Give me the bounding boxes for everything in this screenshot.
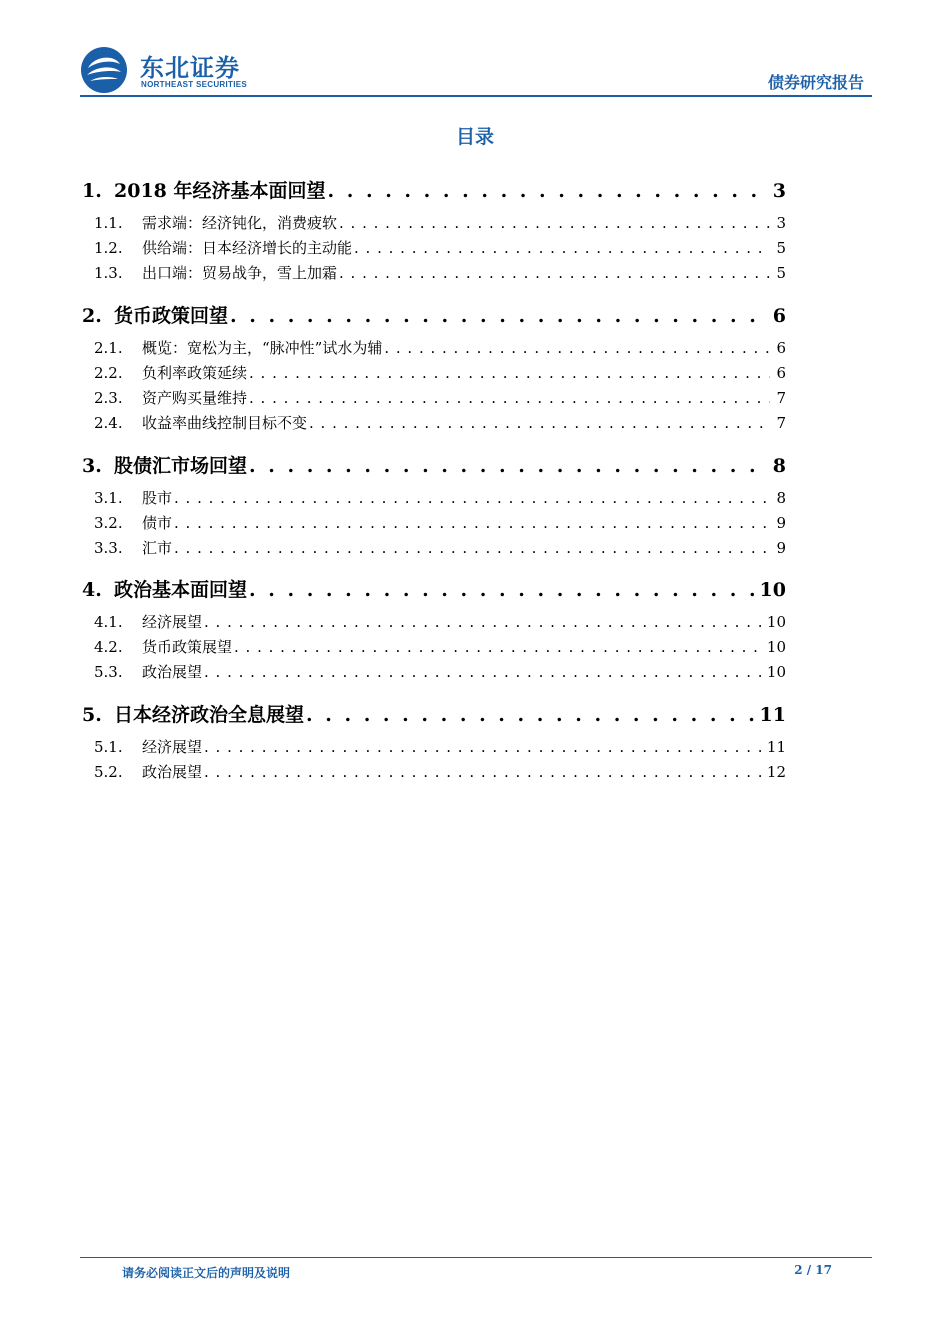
toc-entry-number: 4. [82, 579, 102, 601]
toc-entry-page-number: 3 [776, 214, 786, 232]
toc-subsection-entry[interactable] [94, 736, 786, 758]
footer-divider [80, 1257, 872, 1258]
toc-dot-leader [204, 613, 761, 631]
toc-subsection-entry[interactable] [94, 212, 786, 234]
toc-entry-number: 2.4. [94, 414, 123, 432]
toc-entry-title: 资产购买量维持 [142, 389, 248, 407]
toc-entry-number: 3.2. [94, 514, 123, 532]
toc-entry-title: 2018 年经济基本面回望 [114, 180, 326, 202]
toc-entry-number: 4.2. [94, 638, 123, 656]
toc-entry-page-number: 7 [776, 389, 786, 407]
toc-entry-number: 3. [82, 455, 102, 477]
footer-page-number: 2 / 17 [794, 1263, 832, 1277]
toc-entry-page-number: 10 [759, 579, 786, 601]
toc-entry-page-number: 7 [776, 414, 786, 432]
toc-subsection-entry[interactable] [94, 337, 786, 359]
toc-subsection-entry[interactable] [94, 611, 786, 633]
toc-dot-leader [339, 214, 770, 232]
footer-disclaimer-note: 请务必阅读正文后的声明及说明 [122, 1266, 291, 1280]
toc-subsection-entry[interactable] [94, 237, 786, 259]
toc-dot-leader [384, 339, 770, 357]
toc-dot-leader [249, 389, 770, 407]
report-type-label: 债券研究报告 [767, 73, 864, 92]
toc-entry-number: 2. [82, 305, 102, 327]
toc-entry-number: 4.1. [94, 613, 123, 631]
toc-section-entry[interactable] [82, 301, 786, 327]
toc-dot-leader [174, 489, 770, 507]
toc-entry-title: 出口端：贸易战争，雪上加霜 [142, 264, 338, 282]
toc-dot-leader [174, 539, 770, 557]
toc-entry-page-number: 10 [766, 638, 786, 656]
toc-dot-leader [354, 239, 770, 257]
toc-entry-number: 5.1. [94, 738, 123, 756]
toc-entry-page-number: 8 [772, 455, 786, 477]
toc-entry-page-number: 6 [776, 364, 786, 382]
toc-entry-title: 货币政策展望 [142, 638, 233, 656]
toc-entry-page-number: 11 [759, 704, 786, 726]
toc-entry-number: 5. [82, 704, 102, 726]
toc-entry-title: 货币政策回望 [114, 305, 229, 327]
toc-title: 目录 [455, 126, 494, 148]
header-divider [80, 95, 872, 97]
toc-entry-number: 5.3. [94, 663, 123, 681]
company-logo [80, 46, 270, 94]
toc-subsection-entry[interactable] [94, 412, 786, 434]
toc-subsection-entry[interactable] [94, 262, 786, 284]
toc-entry-page-number: 12 [766, 763, 786, 781]
toc-section-entry[interactable] [82, 451, 786, 477]
toc-subsection-entry[interactable] [94, 636, 786, 658]
toc-subsection-entry[interactable] [94, 387, 786, 409]
toc-dot-leader [204, 763, 761, 781]
toc-entry-title: 债市 [142, 514, 173, 532]
toc-entry-page-number: 10 [766, 613, 786, 631]
toc-entry-title: 供给端：日本经济增长的主动能 [142, 239, 353, 257]
toc-subsection-entry[interactable] [94, 761, 786, 783]
northeast-securities-logo-icon [80, 46, 128, 94]
toc-entry-title: 经济展望 [142, 613, 203, 631]
toc-entry-number: 2.3. [94, 389, 123, 407]
toc-subsection-entry[interactable] [94, 512, 786, 534]
toc-entry-title: 日本经济政治全息展望 [114, 704, 305, 726]
toc-entry-title: 政治基本面回望 [114, 579, 248, 601]
toc-dot-leader [309, 414, 770, 432]
toc-entry-page-number: 8 [776, 489, 786, 507]
toc-dot-leader [230, 305, 767, 327]
toc-entry-title: 需求端：经济钝化，消费疲软 [142, 214, 338, 232]
toc-entry-number: 5.2. [94, 763, 123, 781]
toc-dot-leader [306, 704, 754, 726]
toc-entry-page-number: 5 [776, 239, 786, 257]
toc-entry-title: 政治展望 [142, 763, 203, 781]
toc-entry-title: 收益率曲线控制目标不变 [142, 414, 308, 432]
toc-section-entry[interactable] [82, 575, 786, 601]
toc-section-entry[interactable] [82, 700, 786, 726]
toc-dot-leader [339, 264, 770, 282]
toc-entry-title: 汇市 [142, 539, 173, 557]
logo-english-name: NORTHEAST SECURITIES [141, 80, 248, 89]
toc-dot-leader [204, 738, 761, 756]
toc-entry-title: 概览：宽松为主，“脉冲性”试水为辅 [142, 339, 383, 357]
toc-dot-leader [328, 180, 767, 202]
toc-dot-leader [249, 455, 767, 477]
toc-entry-page-number: 9 [776, 539, 786, 557]
toc-subsection-entry[interactable] [94, 362, 786, 384]
toc-dot-leader [249, 364, 770, 382]
toc-dot-leader [249, 579, 754, 601]
toc-entry-number: 1. [82, 180, 102, 202]
page-header [80, 40, 872, 96]
toc-entry-page-number: 11 [766, 738, 786, 756]
toc-entry-title: 经济展望 [142, 738, 203, 756]
toc-entry-number: 2.1. [94, 339, 123, 357]
toc-subsection-entry[interactable] [94, 487, 786, 509]
toc-entry-page-number: 6 [776, 339, 786, 357]
toc-entry-page-number: 6 [772, 305, 786, 327]
toc-entry-number: 1.1. [94, 214, 123, 232]
toc-entry-number: 1.2. [94, 239, 123, 257]
toc-entry-number: 3.3. [94, 539, 123, 557]
toc-subsection-entry[interactable] [94, 661, 786, 683]
toc-subsection-entry[interactable] [94, 537, 786, 559]
toc-entry-page-number: 5 [776, 264, 786, 282]
toc-entry-page-number: 10 [766, 663, 786, 681]
toc-entry-title: 政治展望 [142, 663, 203, 681]
toc-dot-leader [174, 514, 770, 532]
toc-entry-title: 负利率政策延续 [142, 364, 248, 382]
logo-chinese-name: 东北证券 [140, 54, 240, 82]
toc-entry-page-number: 9 [776, 514, 786, 532]
toc-entry-number: 2.2. [94, 364, 123, 382]
toc-section-entry[interactable] [82, 176, 786, 202]
toc-entry-title: 股市 [142, 489, 173, 507]
toc-dot-leader [204, 663, 761, 681]
toc-entry-number: 1.3. [94, 264, 123, 282]
toc-dot-leader [234, 638, 761, 656]
toc-entry-number: 3.1. [94, 489, 123, 507]
toc-entry-page-number: 3 [772, 180, 786, 202]
toc-entry-title: 股债汇市场回望 [114, 455, 248, 477]
